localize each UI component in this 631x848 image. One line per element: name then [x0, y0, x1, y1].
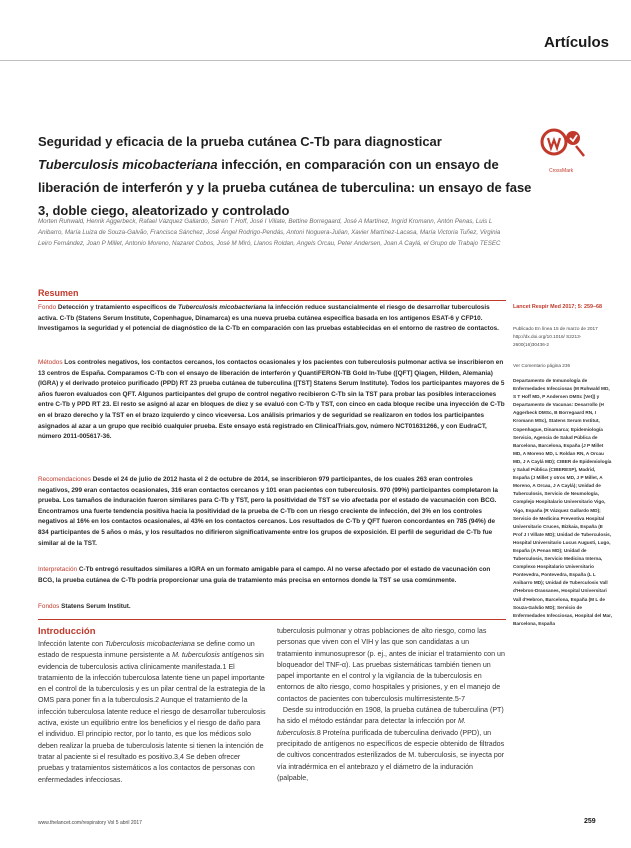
abstract-findings — [38, 475, 506, 549]
journal-citation-text: Lancet Respir Med 2017; 5: 259–68 — [513, 304, 602, 310]
header-divider — [0, 60, 631, 61]
intro-col2-c: .8 Proteína purificada de tuberculina derivado (PPD), un precipitado de antígenos no específicos de especie obtenido de filtrados de cultivos concentrados esterilizados de M. tuberculosis, se inyecta por vía intradérmica en el antebrazo y el diámetro de la induración (palpable, — [277, 728, 505, 782]
crossmark-label: CrossMark — [549, 168, 574, 174]
abstract-interpretation — [38, 565, 506, 586]
abstract-background — [38, 303, 506, 335]
background-text-b: la infección reduce sustancialmente el riesgo de desarrollar tuberculosis activa. C-Tb (Statens Serum Institute, Copenhague, Dinamarca) es una nueva prueba cutánea específica basada en los antígenos ESAT-6 y CFP10. Investigamos la seguridad y el potencial de diagnóstico de la C-Tb en comparación con las pruebas establecidas en el entorno de rastreo de contactos. — [38, 304, 499, 333]
abstract-methods — [38, 358, 506, 443]
intro-col2-italic: M. tuberculosis — [277, 717, 466, 737]
author-list: Morten Ruhwald, Henrik Aggerbeck, Rafael Vázquez Gallardo, Søren T Hoff, José I Villate, Bettine Borregaard, José A Martínez, Ingrid Kromann, Antón Penas, Luis L Anibarro, María Luiza de Souza-Galvão, Francisca Sánchez, José Ángel Rodrigo-Pendás, Antoni Noguera-Julian, Xavier Martínez-Lacasa, María Victoria Tuñez, Virginia Leiro Fernández, Joan P Millet, Antonio Moreno, Nazaret Cobos, José M Miró, Llanos Roldan, Angels Orcau, Peter Andersen, Joan A Caylá, el Grupo de Trabajo TESEC — [38, 218, 501, 247]
methods-label: Métodos — [38, 359, 63, 366]
funding-text: Statens Serum Institut. — [59, 603, 131, 610]
intro-col1-c: antígenos sin evidencia de tuberculosis activa clínicamente manifestada.1 El tratamiento de la infección tuberculosa latente tiene un papel importante en el control de la tuberculosis y es un pilar central de la estrategia de la OMS para poner fin a la tuberculosis.2 Aunque el tratamiento de la infección tuberculosa latente reduce el riesgo de desarrollar tuberculosis activa, existe un equilibrio entre los beneficios y el riesgo de daño para el individuo. El principio rector, por lo tanto, es que los médicos solo deben realizar la prueba de tuberculosis latente si tienen la intención de tratar al paciente si el resultado es positivo.3,4 Se deben ofrecer pruebas y tratamientos sistemáticos a los contactos de personas con enfermedades infecciosas. — [38, 651, 266, 784]
background-text-a: Detección y tratamiento específicos de — [56, 304, 178, 311]
section-label: Artículos — [543, 34, 609, 51]
findings-text: Desde el 24 de julio de 2012 hasta el 2 de octubre de 2014, se inscribieron 979 participantes, de los cuales 263 eran controles negativos, 299 eran contactos ocasionales, 316 eran contactos cercanos y 101 eran pacientes con tuberculosis. 970 (99%) participantes completaron la prueba. Los tamaños de induración fueron similares para C-Tb y TST, pero la positividad de TST se vio afectada por el estado de vacunación con BCG. Encontramos una fuerte tendencia positiva hacia la positividad de la prueba de C-Tb con un riesgo creciente de infección, del 3% en los controles negativos al 16% en los contactos ocasionales, al 43% en los contactos cercanos. Los resultados de C-Tb y QFT fueron concordantes en 785 (94%) de 834 participantes de 5 años o más, y los resultados no difirieron significativamente entre los grupos de exposición. El perfil de seguridad de C-Tb fue similar al de la TST. — [38, 476, 498, 547]
intro-col1-italic-2: M. tuberculosis — [172, 651, 220, 660]
intro-col2-a: tuberculosis pulmonar y otras poblaciones de alto riesgo, como las personas que viven con el VIH y las que son candidatas a un tratamiento inmunosupresor (p. ej., antes de iniciar el tratamiento con un bloqueador del TNF-α). Las pruebas sistemáticas también tienen un papel importante en el control y la vigilancia de la tuberculosis en entornos de alto riesgo, como hospitales y prisiones, y en el manejo de contactos de pacientes con tuberculosis multirresistente.5-7 — [277, 627, 505, 703]
comment-link[interactable]: Ver Comentario página 236 — [513, 363, 571, 368]
abstract-divider — [38, 300, 506, 301]
funding-label: Fondos — [38, 603, 60, 610]
intro-column-2 — [277, 626, 505, 784]
abstract-end-divider — [38, 619, 506, 620]
crossmark-logo[interactable] — [540, 126, 588, 166]
interpretation-text: C-Tb entregó resultados similares a IGRA en un formato amigable para el campo. Al no verse afectado por el estado de vacunación con BCG, la prueba cutánea de C-Tb podría proporcionar una guía de tratamiento más precisa en entornos donde la TST se usa comúnmente. — [38, 566, 491, 584]
intro-col1-b: se define como un estado de respuesta inmune persistente a — [38, 640, 255, 660]
title-part-1: Seguridad y eficacia de la prueba cutánea C-Tb para diagnosticar — [38, 134, 442, 149]
background-italic: Tuberculosis micobacteriana — [177, 304, 267, 311]
title-italic: Tuberculosis micobacteriana — [38, 157, 218, 172]
intro-col1-italic-1: Tuberculosis micobacteriana — [105, 640, 195, 648]
intro-column-1 — [38, 639, 266, 786]
publication-info[interactable]: Publicado En línea 15 de marzo de 2017 http://dx.doi.org/10.1016/ S2213-2600(16)30436-2 — [513, 326, 598, 348]
background-label: Fondo — [38, 304, 57, 311]
article-title — [38, 130, 538, 222]
abstract-funding — [38, 602, 506, 613]
interpretation-label: Interpretación — [38, 566, 78, 573]
page-number: 259 — [584, 818, 596, 825]
methods-text: Los controles negativos, los contactos cercanos, los contactos ocasionales y los pacientes con tuberculosis pulmonar activa se inscribieron en 13 centros de España. Comparamos C-Tb con el ensayo de liberación de interferón y QuantiFERON-TB Gold In-Tube ([QFT] Qiagen, Hilden, Alemania) (IGRA) y el derivado proteico purificado (PPD) RT 23 prueba cutánea de tuberculina ([TST] Statens Serum Institute). Todos los participantes mayores de 5 años fueron evaluados con QFT. Algunos participantes del grupo de control negativo recibieron C-Tb sin la TST para probar las posibles interacciones entre C-Tb y PPD RT 23. El resto se asignó al azar en bloques de diez y se evaluó con C-Tb y TST, con cinco en cada bloque recibe una inyección de C-Tb en el brazo derecho y la TST en el brazo izquierdo y cinco viceversa. Los análisis primarios y de seguridad se realizaron en todos los participantes asignados al azar a un grupo que recibió cualquier prueba. Este ensayo está registrado en ClinicalTrials.gov, número NCT01631266, y con EudraCT, número 2011-005617-36. — [38, 359, 505, 441]
journal-citation — [513, 303, 613, 311]
page-header — [0, 0, 631, 62]
footer-journal-url[interactable]: www.thelancet.com/respiratory Vol 5 abril 2017 — [38, 820, 142, 826]
affiliations — [513, 377, 613, 628]
intro-heading: Introducción — [38, 626, 96, 637]
intro-col1-a: Infección latente con — [38, 640, 106, 648]
affiliations-text: Departamento de Inmunología de Enfermedades Infecciosas (M Ruhwald MD, S T Hoff MD, P Andersen DMSc [Vet]) y Departamento de Vacunas: Desarrollo (H Aggerbeck DMSc, B Borregaard RN, I Kromann MSc), Statens Serum Institut, Copenhague, Dinamarca; Epidemiología Servicio, Agencia de Salud Pública de Barcelona, Barcelona, España (J P Millet MD, A Moreno MD, L Roldan RN, A Orcau MD, J A Caylá MD); CIBER de Epidemiología y Salud Pública (CIBERESP), Madrid, España (J Millet y otros MD, J P Millet, A Moreno, A Orcau, J A Caylá); Unidad de Tuberculosis, Servicio de Neumología, Complejo Hospitalario Universitario Vigo, Vigo, España (R Vázquez Gallardo MD); Servicio de Medicina Preventiva Hospital Universitario Cruces, Bizkaia, España (E Prof J I Villate MD); Unidad de Tuberculosis, Hospital Universitario Lucus Augusti, Lugo, España (A Penas MD); Unidad de Tuberculosis, Servicio Medicina Interna, Complexo Hospitalario Universitario Pontevedra, Pontevedra, España (L L Anibarro MD); Unidad de Tuberculosis Vall d'Hebron-Drassanes, Hospital Universitari Vall d'Hebron, Barcelona, España (M L de Souza-Galvão MD); Servicio de Enfermedades Infecciosas, Hospital del Mar, Barcelona, España — [513, 378, 612, 626]
title-part-2: infección, en comparación con un ensayo de liberación de interferón y y la prueba cutánea de tuberculina: un ensayo de fase 3, doble ciego, aleatorizado y controlado — [38, 157, 532, 218]
abstract-heading: Resumen — [38, 288, 79, 298]
findings-label: Recomendaciones — [38, 476, 91, 483]
intro-col2-b: Desde su introducción en 1908, la prueba cutánea de tuberculina (PT) ha sido el método estándar para detectar la infección por — [277, 706, 504, 726]
crossmark-icon — [540, 126, 588, 166]
